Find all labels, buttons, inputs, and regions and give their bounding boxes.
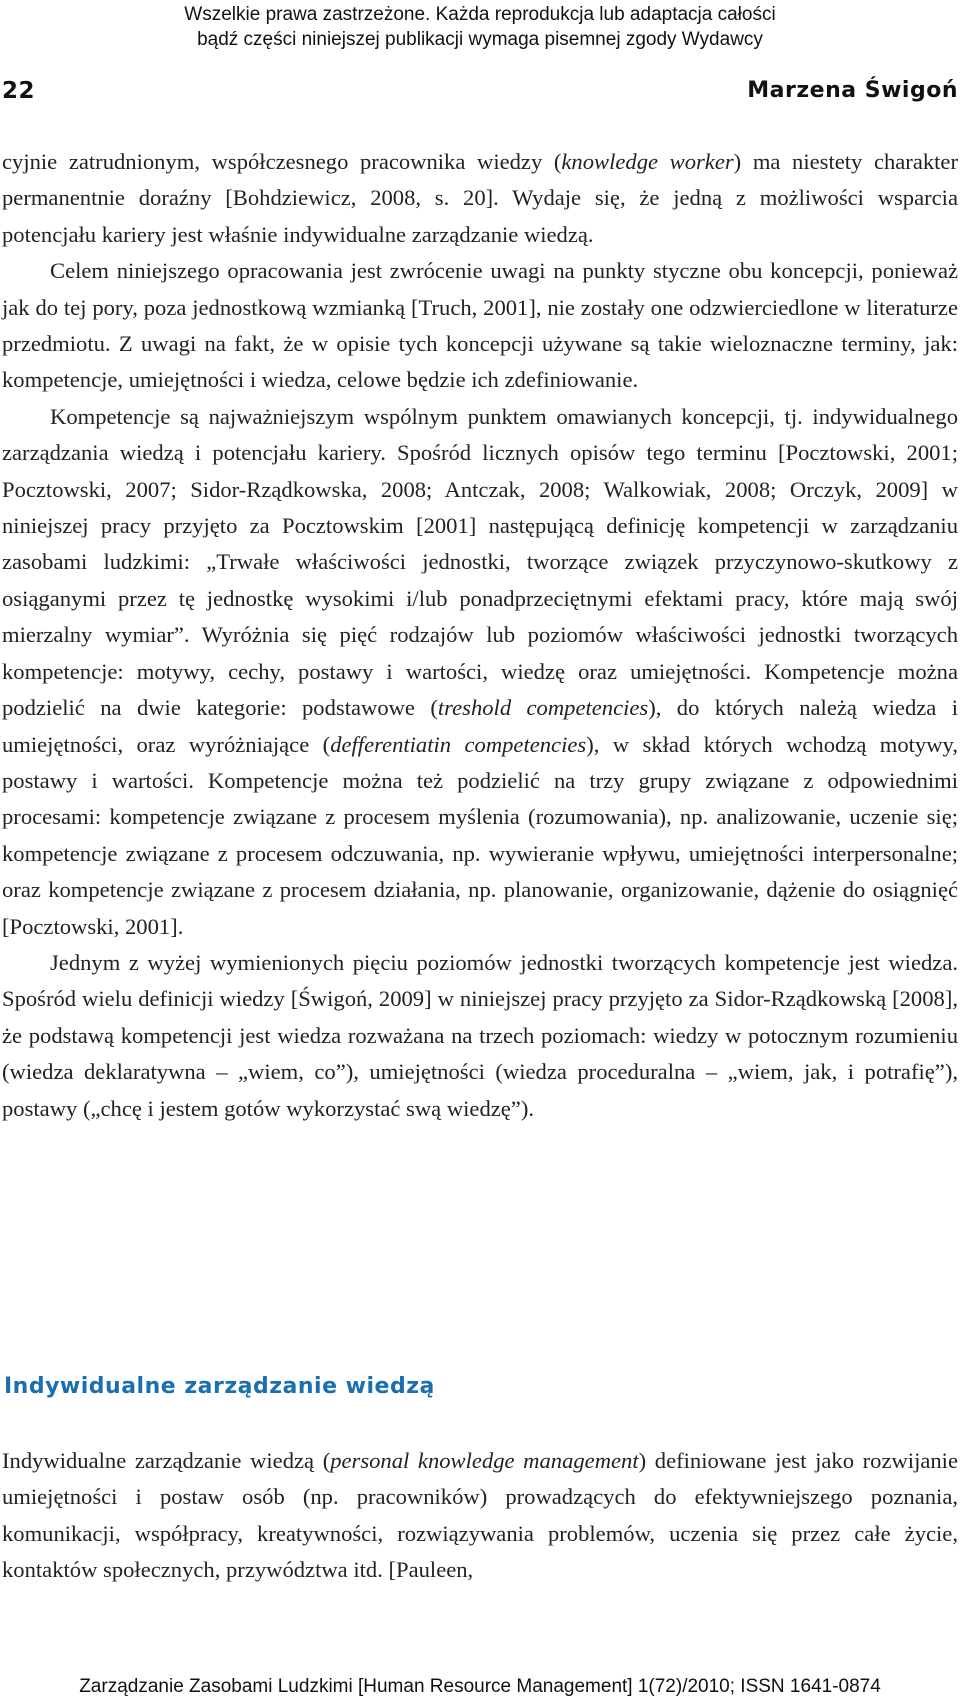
text-run: Kompetencje są najważniejszym wspólnym punktem omawianych koncepcji, tj. indywidualnego zarządzania wiedzą i potencjału kariery. Spośród licznych opisów tego terminu [Pocztowski, 2001; Pocztowski, 2007; Sidor-Rządkowska, 2008; Antczak, 2008; Walkowiak, 2008; Orczyk, 2009] w niniejszej pracy przyjęto za Pocztowskim [2001] następującą definicję kompetencji w zarządzaniu zasobami ludzkimi: „Trwałe właściwości jednostki, tworzące związek przyczynowo-skutkowy z osiąganymi przez tę jednostkę wysokimi i/lub ponadprzeciętnymi efektami pracy, które mają swój mierzalny wymiar”. Wyróżnia się pięć rodzajów lub poziomów właściwości jednostki tworzących kompetencje: motywy, cechy, postawy i wartości, wiedzę oraz umiejętności. Kompetencje można podzielić na dwie kategorie: podstawowe ( [2,403,958,721]
paragraph-continuation [2,144,958,253]
text-run: cyjnie zatrudnionym, współczesnego pracownika wiedzy ( [2,149,562,174]
copyright-notice [0,2,960,52]
paragraph-knowledge: Jednym z wyżej wymienionych pięciu poziomów jednostki tworzących kompetencje jest wiedza. Spośród wielu definicji wiedzy [Świgoń, 2009] w niniejszej pracy przyjęto za Sidor-Rządkowską [2008], że podstawą kompetencji jest wiedza rozważana na trzech poziomach: wiedzy w potocznym rozumieniu (wiedza deklaratywna – „wiem, co”), umiejętności (wiedza proceduralna – „wiem, jak, i potrafię”), postawy („chcę i jestem gotów wykorzystać swą wiedzę”). [2,949,958,1121]
paragraph-competences [2,399,958,945]
text-run: ), do których należą wiedza i umiejętności, oraz wyróżniające ( [2,695,958,757]
running-header-author: Marzena Świgoń [747,78,958,103]
copyright-notice-line-1: Wszelkie prawa zastrzeżone. Każda reprodukcja lub adaptacja całości [184,4,776,25]
italic-term: personal knowledge management [330,1448,639,1473]
text-run: ) ma niestety charakter permanentnie doraźny [Bohdziewicz, 2008, s. 20]. Wydaje się, że jedną z możliwości wsparcia potencjału kariery jest właśnie indywidualne zarządzanie wiedzą. [2,149,958,247]
text-run: ), w skład których wchodzą motywy, postawy i wartości. Kompetencje można też podzielić na trzy grupy związane z odpowiednimi procesami: kompetencje związane z procesem myślenia (rozumowania), np. analizowanie, uczenie się; kompetencje związane z procesem odczuwania, np. wywieranie wpływu, umiejętności interpersonalne; oraz kompetencje związane z procesem działania, np. planowanie, organizowanie, dążenie do osiągnięć [Pocztowski, 2001]. [2,731,959,939]
paragraph-aim: Celem niniejszego opracowania jest zwrócenie uwagi na punkty styczne obu koncepcji, ponieważ jak do tej pory, poza jednostkową wzmianką [Truch, 2001], nie zostały one odzwierciedlone w literaturze przedmiotu. Z uwagi na fakt, że w opisie tych koncepcji używane są takie wieloznaczne terminy, jak: kompetencje, umiejętności i wiedza, celowe będzie ich zdefiniowanie. [2,258,958,393]
section-heading: Indywidualne zarządzanie wiedzą [4,1374,435,1399]
page-number: 22 [2,78,36,104]
section-paragraph [2,1443,958,1589]
italic-term: knowledge worker [561,149,734,174]
italic-term: defferentiatin competencies [330,731,587,757]
journal-footer: Zarządzanie Zasobami Ludzkimi [Human Resource Management] 1(72)/2010; ISSN 1641-0874 [79,1676,881,1697]
text-run: Indywidualne zarządzanie wiedzą ( [2,1448,331,1473]
copyright-notice-line-2: bądź części niniejszej publikacji wymaga pisemnej zgody Wydawcy [197,29,763,50]
article-body [2,144,958,1127]
text-run: ) definiowane jest jako rozwijanie umiejętności i postaw osób (np. pracowników) prowadzących do efektywniejszego poznania, komunikacji, współpracy, kreatywności, rozwiązywania problemów, uczenia się przez całe życie, kontaktów społecznych, przywództwa itd. [Pauleen, [2,1448,958,1583]
italic-term: treshold competencies [437,695,649,721]
